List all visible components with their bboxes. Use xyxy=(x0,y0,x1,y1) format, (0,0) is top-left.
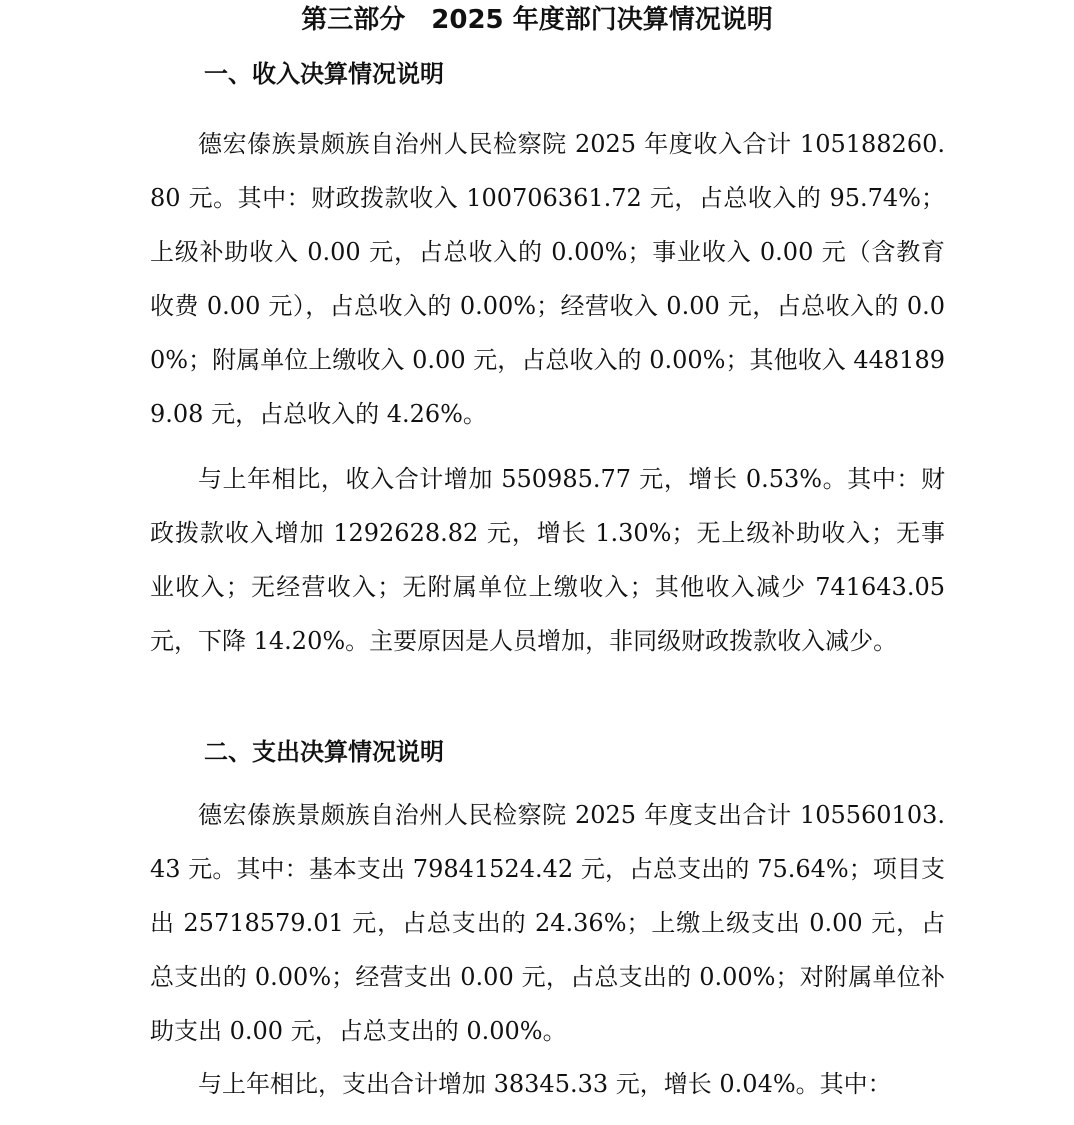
paragraph-income-summary: 德宏傣族景颇族自治州人民检察院 2025 年度收入合计 105188260.80 元。其中：财政拨款收入 100706361.72 元，占总收入的 95.74%；上级补助收入 0.00 元，占总收入的 0.00%；事业收入 0.00 元（含教育收费 0.00 元），占总收入的 0.00%；经营收入 0.00 元，占总收入的 0.00%；附属单位上缴收入 0.00 元，占总收入的 0.00%；其他收入 4481899.08 元，占总收入的 4.26%。 xyxy=(150,130,945,428)
paragraph-expense-comparison: 与上年相比，支出合计增加 38345.33 元，增长 0.04%。其中： xyxy=(198,1070,892,1098)
paragraph-expense-summary: 德宏傣族景颇族自治州人民检察院 2025 年度支出合计 105560103.43 元。其中：基本支出 79841524.42 元，占总支出的 75.64%；项目支出 25718579.01 元，占总支出的 24.36%；上缴上级支出 0.00 元，占总支出的 0.00%；经营支出 0.00 元，占总支出的 0.00%；对附属单位补助支出 0.00 元，占总支出的 0.00%。 xyxy=(150,801,945,1045)
paragraph-income-comparison: 与上年相比，收入合计增加 550985.77 元，增长 0.53%。其中：财政拨款收入增加 1292628.82 元，增长 1.30%；无上级补助收入；无事业收入；无经营收入；无附属单位上缴收入；其他收入减少 741643.05 元，下降 14.20%。主要原因是人员增加，非同级财政拨款收入减少。 xyxy=(150,465,945,655)
section-heading-expense: 二、支出决算情况说明 xyxy=(204,738,444,766)
section-heading-income: 一、收入决算情况说明 xyxy=(204,60,444,88)
page-title: 第三部分 2025 年度部门决算情况说明 xyxy=(301,5,773,35)
